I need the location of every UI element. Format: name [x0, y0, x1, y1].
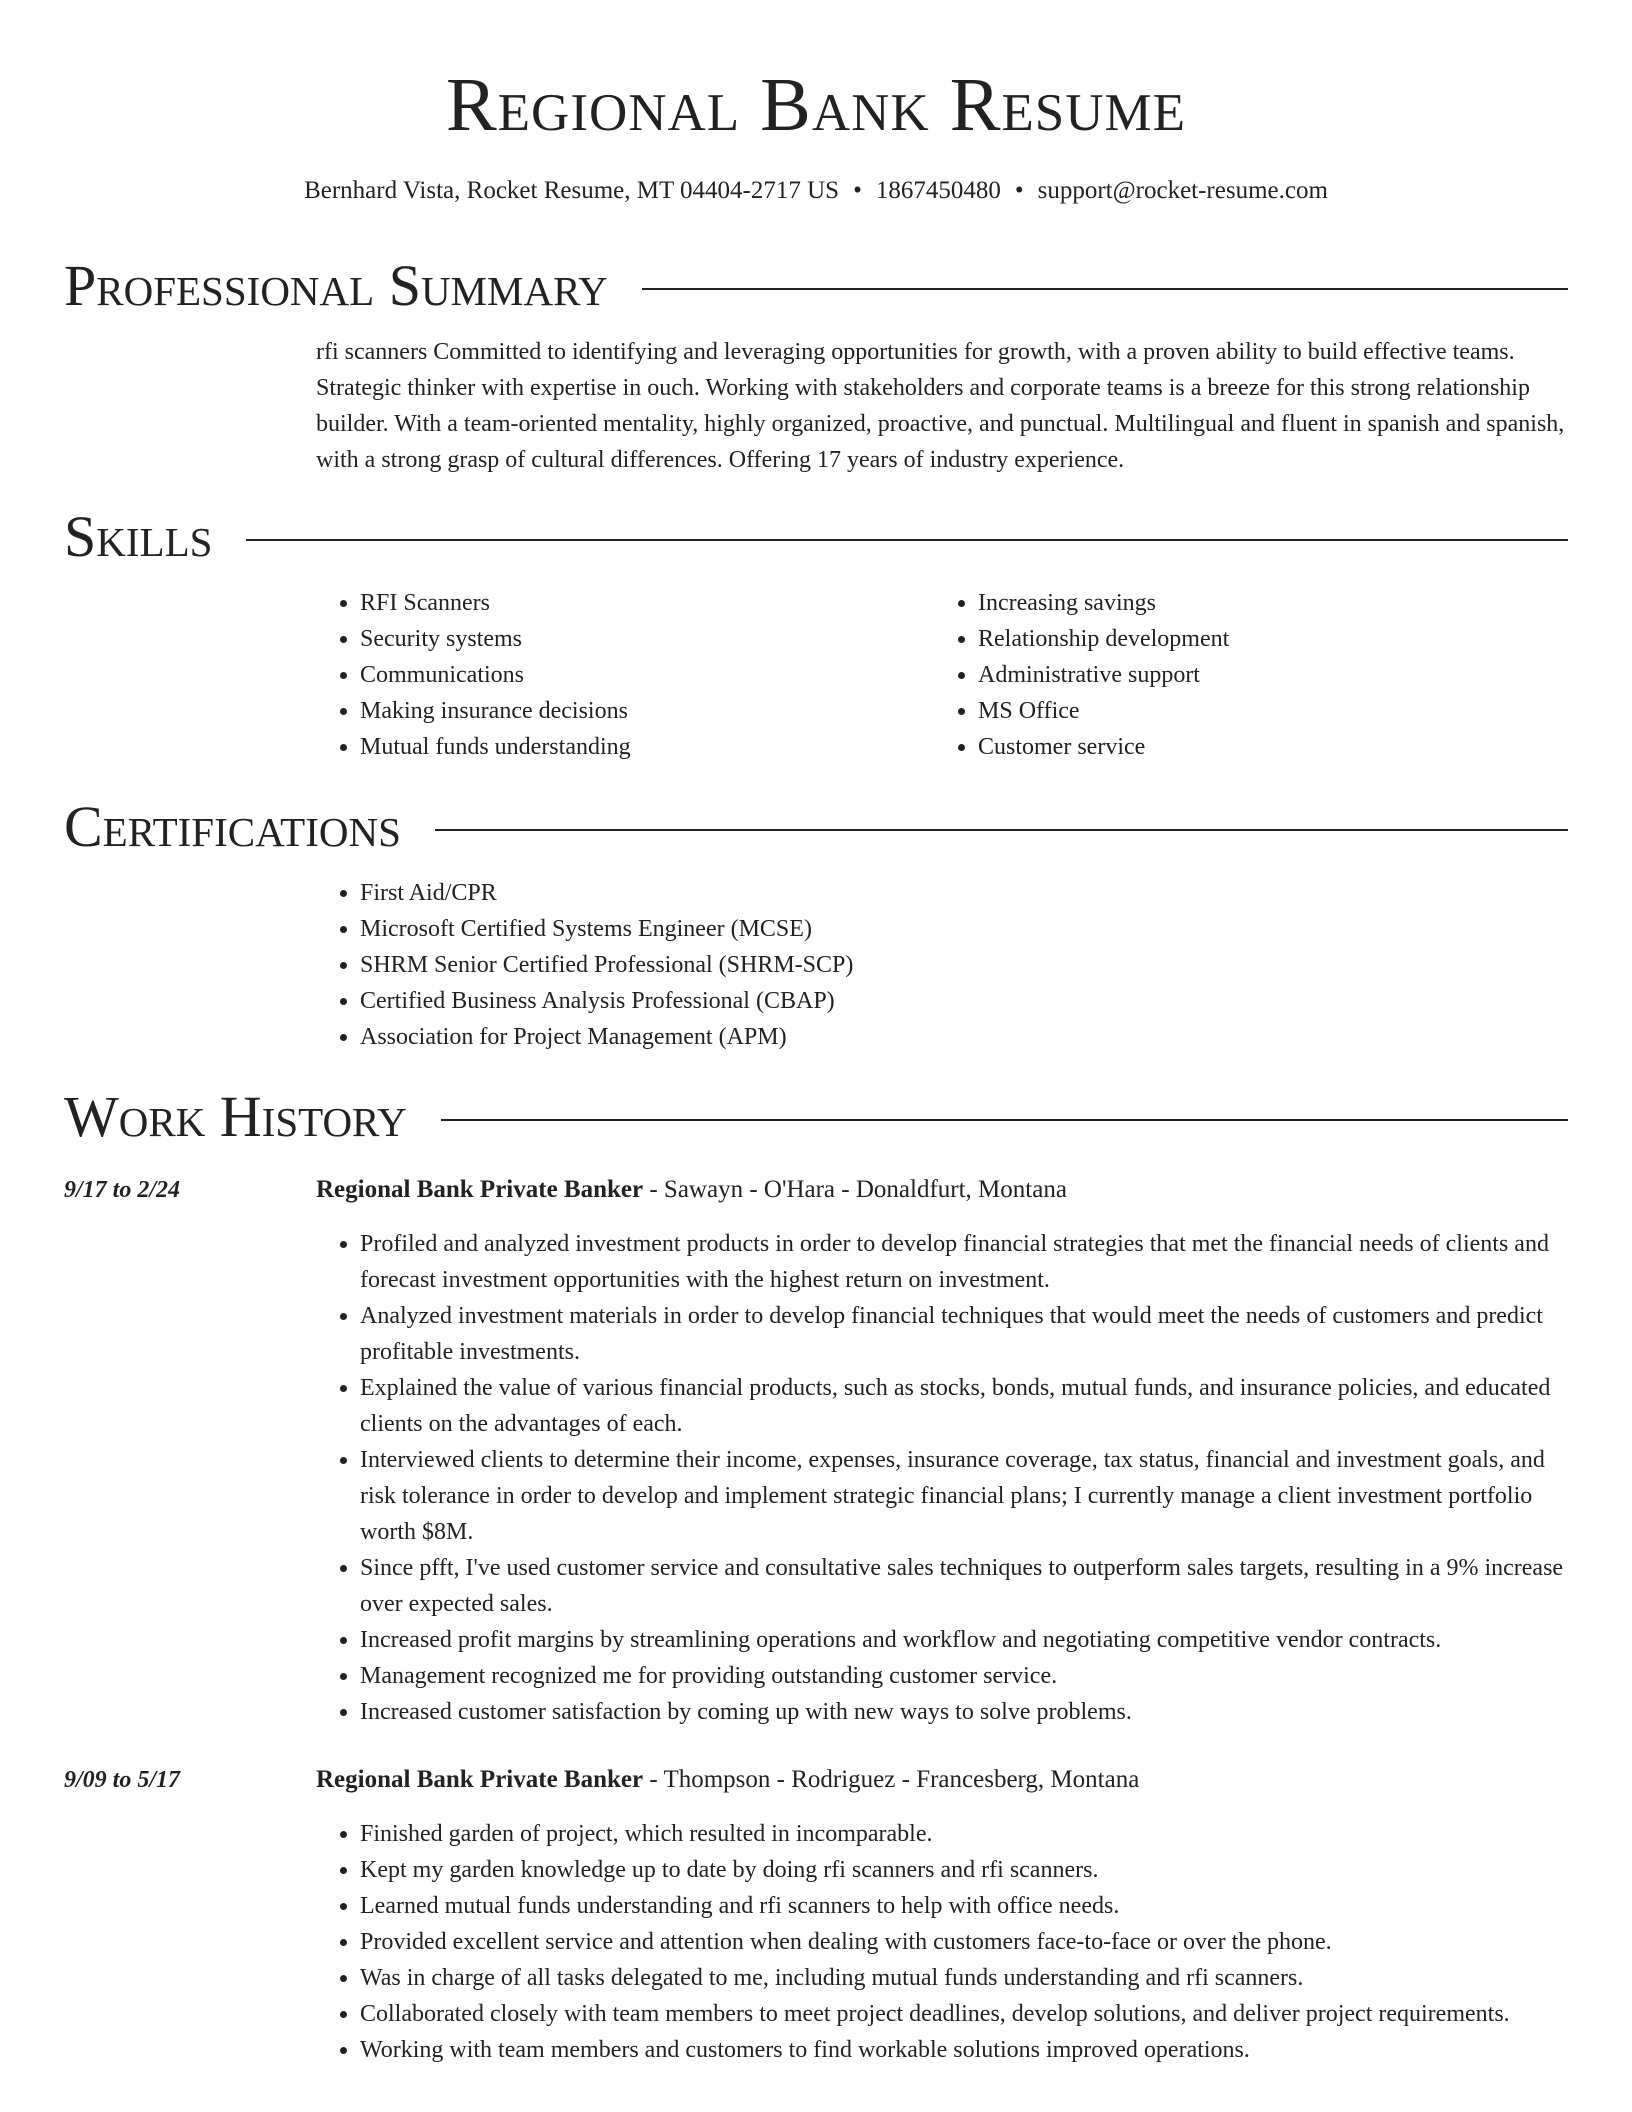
contact-email: support@rocket-resume.com	[1037, 177, 1328, 204]
job-bullet-list	[316, 1816, 1578, 2068]
job-bullet: • Interviewed clients to determine their income, expenses, insurance coverage, tax status, financial and investment goals, and risk tolerance in order to develop and implement strategic financial plans; I currently manage a client investment portfolio worth $8M.	[360, 1442, 1578, 1550]
section-heading: Certifications	[64, 794, 401, 859]
skill-item: • Increasing savings	[978, 585, 1552, 621]
summary-text: rfi scanners Committed to identifying and leveraging opportunities for growth, with a proven ability to build effective teams. Strategic thinker with expertise in ouch. Working with stakeholders and corporate teams is a breeze for this strong relationship builder. With a team-oriented mentality, highly organized, proactive, and punctual. Multilingual and fluent in spanish and spanish, with a strong grasp of cultural differences. Offering 17 years of industry experience.	[316, 339, 1565, 473]
job-bullet: • Increased profit margins by streamlining operations and workflow and negotiating competitive vendor contracts.	[360, 1622, 1578, 1658]
job-title-line	[316, 1762, 1576, 1798]
job-bullet: • Finished garden of project, which resulted in incomparable.	[360, 1816, 1578, 1852]
job-bullet: • Profiled and analyzed investment products in order to develop financial strategies that met the financial needs of clients and forecast investment opportunities with the highest return on investment.	[360, 1226, 1578, 1298]
job-bullet: • Was in charge of all tasks delegated to me, including mutual funds understanding and rfi scanners.	[360, 1960, 1578, 1996]
section-divider	[441, 1119, 1568, 1121]
job-bullet-list	[316, 1226, 1578, 1730]
job-bullets	[316, 1816, 1578, 2068]
job-bullets	[316, 1226, 1578, 1730]
job-bullet: • Kept my garden knowledge up to date by doing rfi scanners and rfi scanners.	[360, 1852, 1578, 1888]
job-bullet: • Learned mutual funds understanding and rfi scanners to help with office needs.	[360, 1888, 1578, 1924]
skill-item: • Customer service	[978, 729, 1552, 765]
certification-item: • First Aid/CPR	[360, 875, 1576, 911]
job-title: Regional Bank Private Banker	[316, 1176, 644, 1203]
section-heading: Professional Summary	[64, 253, 608, 318]
certifications-column	[316, 875, 1576, 1055]
job-bullet: • Increased customer satisfaction by coming up with new ways to solve problems.	[360, 1694, 1578, 1730]
section-certifications-header	[64, 795, 1568, 859]
job-bullet: • Since pfft, I've used customer service and consultative sales techniques to outperform sales targets, resulting in a 9% increase over expected sales.	[360, 1550, 1578, 1622]
contact-phone: 1867450480	[875, 177, 1001, 204]
skills-grid	[316, 585, 1576, 765]
section-skills-header	[64, 505, 1568, 569]
job-employer: - Thompson - Rodriguez - Francesberg, Montana	[643, 1766, 1140, 1793]
job-bullet: • Working with team members and customers to find workable solutions improved operations.	[360, 2032, 1578, 2068]
skills-list	[934, 585, 1552, 765]
job-bullet: • Analyzed investment materials in order to develop financial techniques that would meet the needs of customers and predict profitable investments.	[360, 1298, 1578, 1370]
section-heading: Skills	[64, 504, 213, 569]
skill-item: • Administrative support	[978, 657, 1552, 693]
resume-title: Regional Bank Resume	[445, 63, 1187, 147]
section-work-history-header	[64, 1085, 1568, 1149]
skills-column-left	[316, 585, 934, 765]
contact-separator: •	[1014, 177, 1024, 204]
job-bullet: • Explained the value of various financial products, such as stocks, bonds, mutual funds, and insurance policies, and educated clients on the advantages of each.	[360, 1370, 1578, 1442]
skill-item: • RFI Scanners	[360, 585, 934, 621]
certifications-block	[316, 875, 1576, 1055]
job-bullet: • Management recognized me for providing outstanding customer service.	[360, 1658, 1578, 1694]
contact-address: Bernhard Vista, Rocket Resume, MT 04404-2717 US	[304, 177, 840, 204]
contact-separator: •	[853, 177, 862, 204]
skill-item: • Security systems	[360, 621, 934, 657]
job-title-line	[316, 1172, 1576, 1208]
skills-column-right	[934, 585, 1552, 765]
section-divider	[246, 539, 1568, 541]
skill-item: • Mutual funds understanding	[360, 729, 934, 765]
certification-item: • Association for Project Management (APM)	[360, 1019, 1576, 1055]
certification-item: • Microsoft Certified Systems Engineer (MCSE)	[360, 911, 1576, 947]
certification-item: • Certified Business Analysis Professional (CBAP)	[360, 983, 1576, 1019]
skill-item: • Communications	[360, 657, 934, 693]
job-dates: 9/09 to 5/17	[64, 1767, 181, 1793]
skill-item: • Making insurance decisions	[360, 693, 934, 729]
job-dates: 9/17 to 2/24	[64, 1177, 181, 1203]
skill-item: • Relationship development	[978, 621, 1552, 657]
certifications-list	[316, 875, 1576, 1055]
job-bullet: • Collaborated closely with team members to meet project deadlines, develop solutions, and deliver project requirements.	[360, 1996, 1578, 2032]
skills-list	[316, 585, 934, 765]
job-bullet: • Provided excellent service and attention when dealing with customers face-to-face or over the phone.	[360, 1924, 1578, 1960]
job-title: Regional Bank Private Banker	[316, 1766, 644, 1793]
job-employer: - Sawayn - O'Hara - Donaldfurt, Montana	[643, 1176, 1067, 1203]
section-heading: Work History	[64, 1084, 407, 1149]
certification-item: • SHRM Senior Certified Professional (SHRM-SCP)	[360, 947, 1576, 983]
skill-item: • MS Office	[978, 693, 1552, 729]
section-divider	[642, 288, 1568, 290]
contact-line	[0, 174, 1632, 208]
section-divider	[435, 829, 1568, 831]
section-summary-header	[64, 254, 1568, 318]
